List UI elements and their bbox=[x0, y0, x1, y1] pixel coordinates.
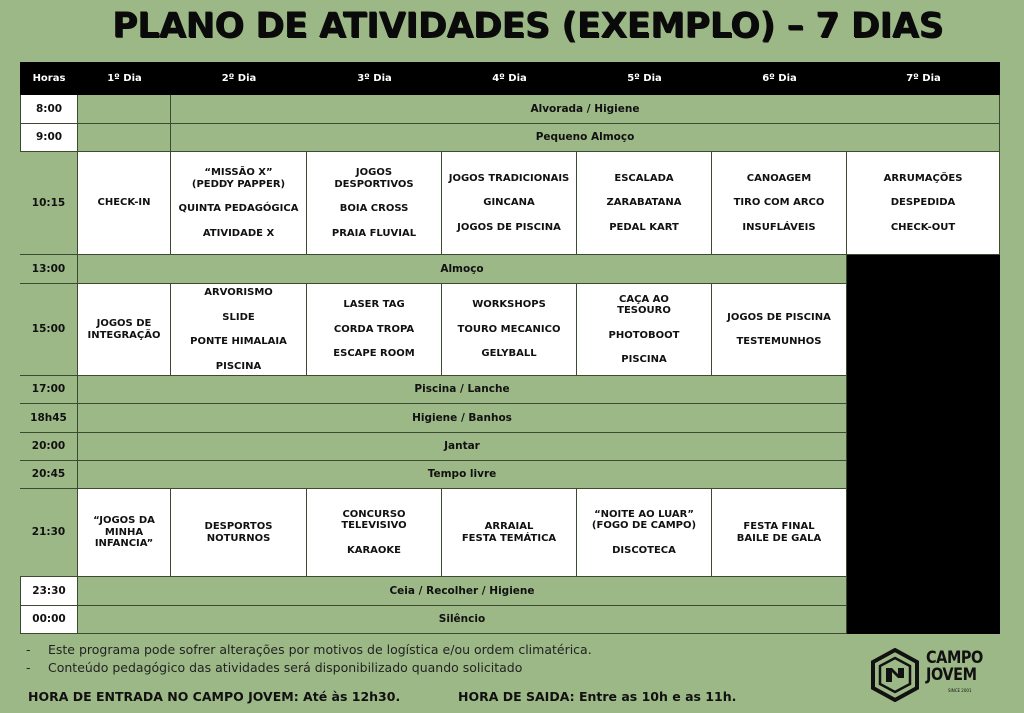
activity-cell-d7-morning: ARRUMAÇÕES DESPEDIDA CHECK-OUT bbox=[847, 152, 1000, 255]
logo-wordmark: CAMPO JOVEM bbox=[926, 648, 983, 685]
header-day-5: 5º Dia bbox=[577, 62, 712, 95]
campo-jovem-logo bbox=[870, 646, 990, 704]
hour-cell: 10:15 bbox=[20, 152, 78, 255]
entry-time-text: HORA DE ENTRADA NO CAMPO JOVEM: Até às 12h30. bbox=[28, 689, 401, 704]
hour-cell: 15:00 bbox=[20, 284, 78, 376]
activity-cell-d3-morning: JOGOS DESPORTIVOS BOIA CROSS PRAIA FLUVIAL bbox=[307, 152, 442, 255]
activity-cell-d1-night: “JOGOS DA MINHA INFANCIA” bbox=[78, 489, 171, 577]
hour-cell: 00:00 bbox=[20, 606, 78, 634]
note-item: - Conteúdo pedagógico das atividades será disponibilizado quando solicitado bbox=[26, 660, 523, 675]
logo-tagline: SINCE 2001 bbox=[948, 688, 972, 693]
activity-cell-d5-night: “NOITE AO LUAR” (FOGO DE CAMPO) DISCOTECA bbox=[577, 489, 712, 577]
activity-cell-d4-night: ARRAIAL FESTA TEMÁTICA bbox=[442, 489, 577, 577]
activity-cell-d6-afternoon: JOGOS DE PISCINA TESTEMUNHOS bbox=[712, 284, 847, 376]
higiene-banhos-row: Higiene / Banhos bbox=[78, 404, 847, 433]
hexagon-logo-icon bbox=[870, 648, 920, 702]
activity-cell-d6-night: FESTA FINAL BAILE DE GALA bbox=[712, 489, 847, 577]
ceia-row: Ceia / Recolher / Higiene bbox=[78, 577, 847, 606]
header-hours: Horas bbox=[20, 62, 78, 95]
day-1-empty-cell bbox=[78, 124, 171, 152]
alvorada-row: Alvorada / Higiene bbox=[171, 95, 1000, 124]
hour-cell: 20:45 bbox=[20, 461, 78, 489]
jantar-row: Jantar bbox=[78, 433, 847, 461]
activity-cell-d2-morning: “MISSÃO X” (PEDDY PAPPER) QUINTA PEDAGÓGICA ATIVIDADE X bbox=[171, 152, 307, 255]
header-day-2: 2º Dia bbox=[171, 62, 307, 95]
activity-cell-d4-morning: JOGOS TRADICIONAIS GINCANA JOGOS DE PISCINA bbox=[442, 152, 577, 255]
almoco-row: Almoço bbox=[78, 255, 847, 284]
hour-cell: 18h45 bbox=[20, 404, 78, 433]
tempo-livre-row: Tempo livre bbox=[78, 461, 847, 489]
hour-cell: 8:00 bbox=[20, 95, 78, 124]
activity-cell-d2-night: DESPORTOS NOTURNOS bbox=[171, 489, 307, 577]
activity-cell-d3-afternoon: LASER TAG CORDA TROPA ESCAPE ROOM bbox=[307, 284, 442, 376]
day-1-empty-cell bbox=[78, 95, 171, 124]
activity-cell-d1-morning: CHECK-IN bbox=[78, 152, 171, 255]
pequeno-almoco-row: Pequeno Almoço bbox=[171, 124, 1000, 152]
header-day-3: 3º Dia bbox=[307, 62, 442, 95]
day-7-unused-block bbox=[847, 255, 1000, 634]
schedule-table bbox=[20, 62, 1000, 634]
activity-cell-d3-night: CONCURSO TELEVISIVO KARAOKE bbox=[307, 489, 442, 577]
activity-cell-d5-afternoon: CAÇA AO TESOURO PHOTOBOOT PISCINA bbox=[577, 284, 712, 376]
header-day-7: 7º Dia bbox=[847, 62, 1000, 95]
activity-cell-d6-morning: CANOAGEM TIRO COM ARCO INSUFLÁVEIS bbox=[712, 152, 847, 255]
header-day-6: 6º Dia bbox=[712, 62, 847, 95]
activity-cell-d2-afternoon: ARVORISMO SLIDE PONTE HIMALAIA PISCINA bbox=[171, 284, 307, 376]
activity-cell-d5-morning: ESCALADA ZARABATANA PEDAL KART bbox=[577, 152, 712, 255]
hour-cell: 20:00 bbox=[20, 433, 78, 461]
hour-cell: 13:00 bbox=[20, 255, 78, 284]
note-item: - Este programa pode sofrer alterações por motivos de logística e/ou ordem climatérica. bbox=[26, 642, 592, 657]
hour-cell: 21:30 bbox=[20, 489, 78, 577]
notes-list bbox=[26, 641, 592, 677]
header-day-4: 4º Dia bbox=[442, 62, 577, 95]
header-day-1: 1º Dia bbox=[78, 62, 171, 95]
hour-cell: 9:00 bbox=[20, 124, 78, 152]
exit-time-text: HORA DE SAIDA: Entre as 10h e as 11h. bbox=[458, 689, 737, 704]
page-title: PLANO DE ATIVIDADES (EXEMPLO) – 7 DIAS bbox=[112, 6, 944, 46]
hour-cell: 23:30 bbox=[20, 577, 78, 606]
hour-cell: 17:00 bbox=[20, 376, 78, 404]
piscina-lanche-row: Piscina / Lanche bbox=[78, 376, 847, 404]
activity-cell-d4-afternoon: WORKSHOPS TOURO MECANICO GELYBALL bbox=[442, 284, 577, 376]
silencio-row: Silêncio bbox=[78, 606, 847, 634]
activity-cell-d1-afternoon: JOGOS DE INTEGRAÇÃO bbox=[78, 284, 171, 376]
